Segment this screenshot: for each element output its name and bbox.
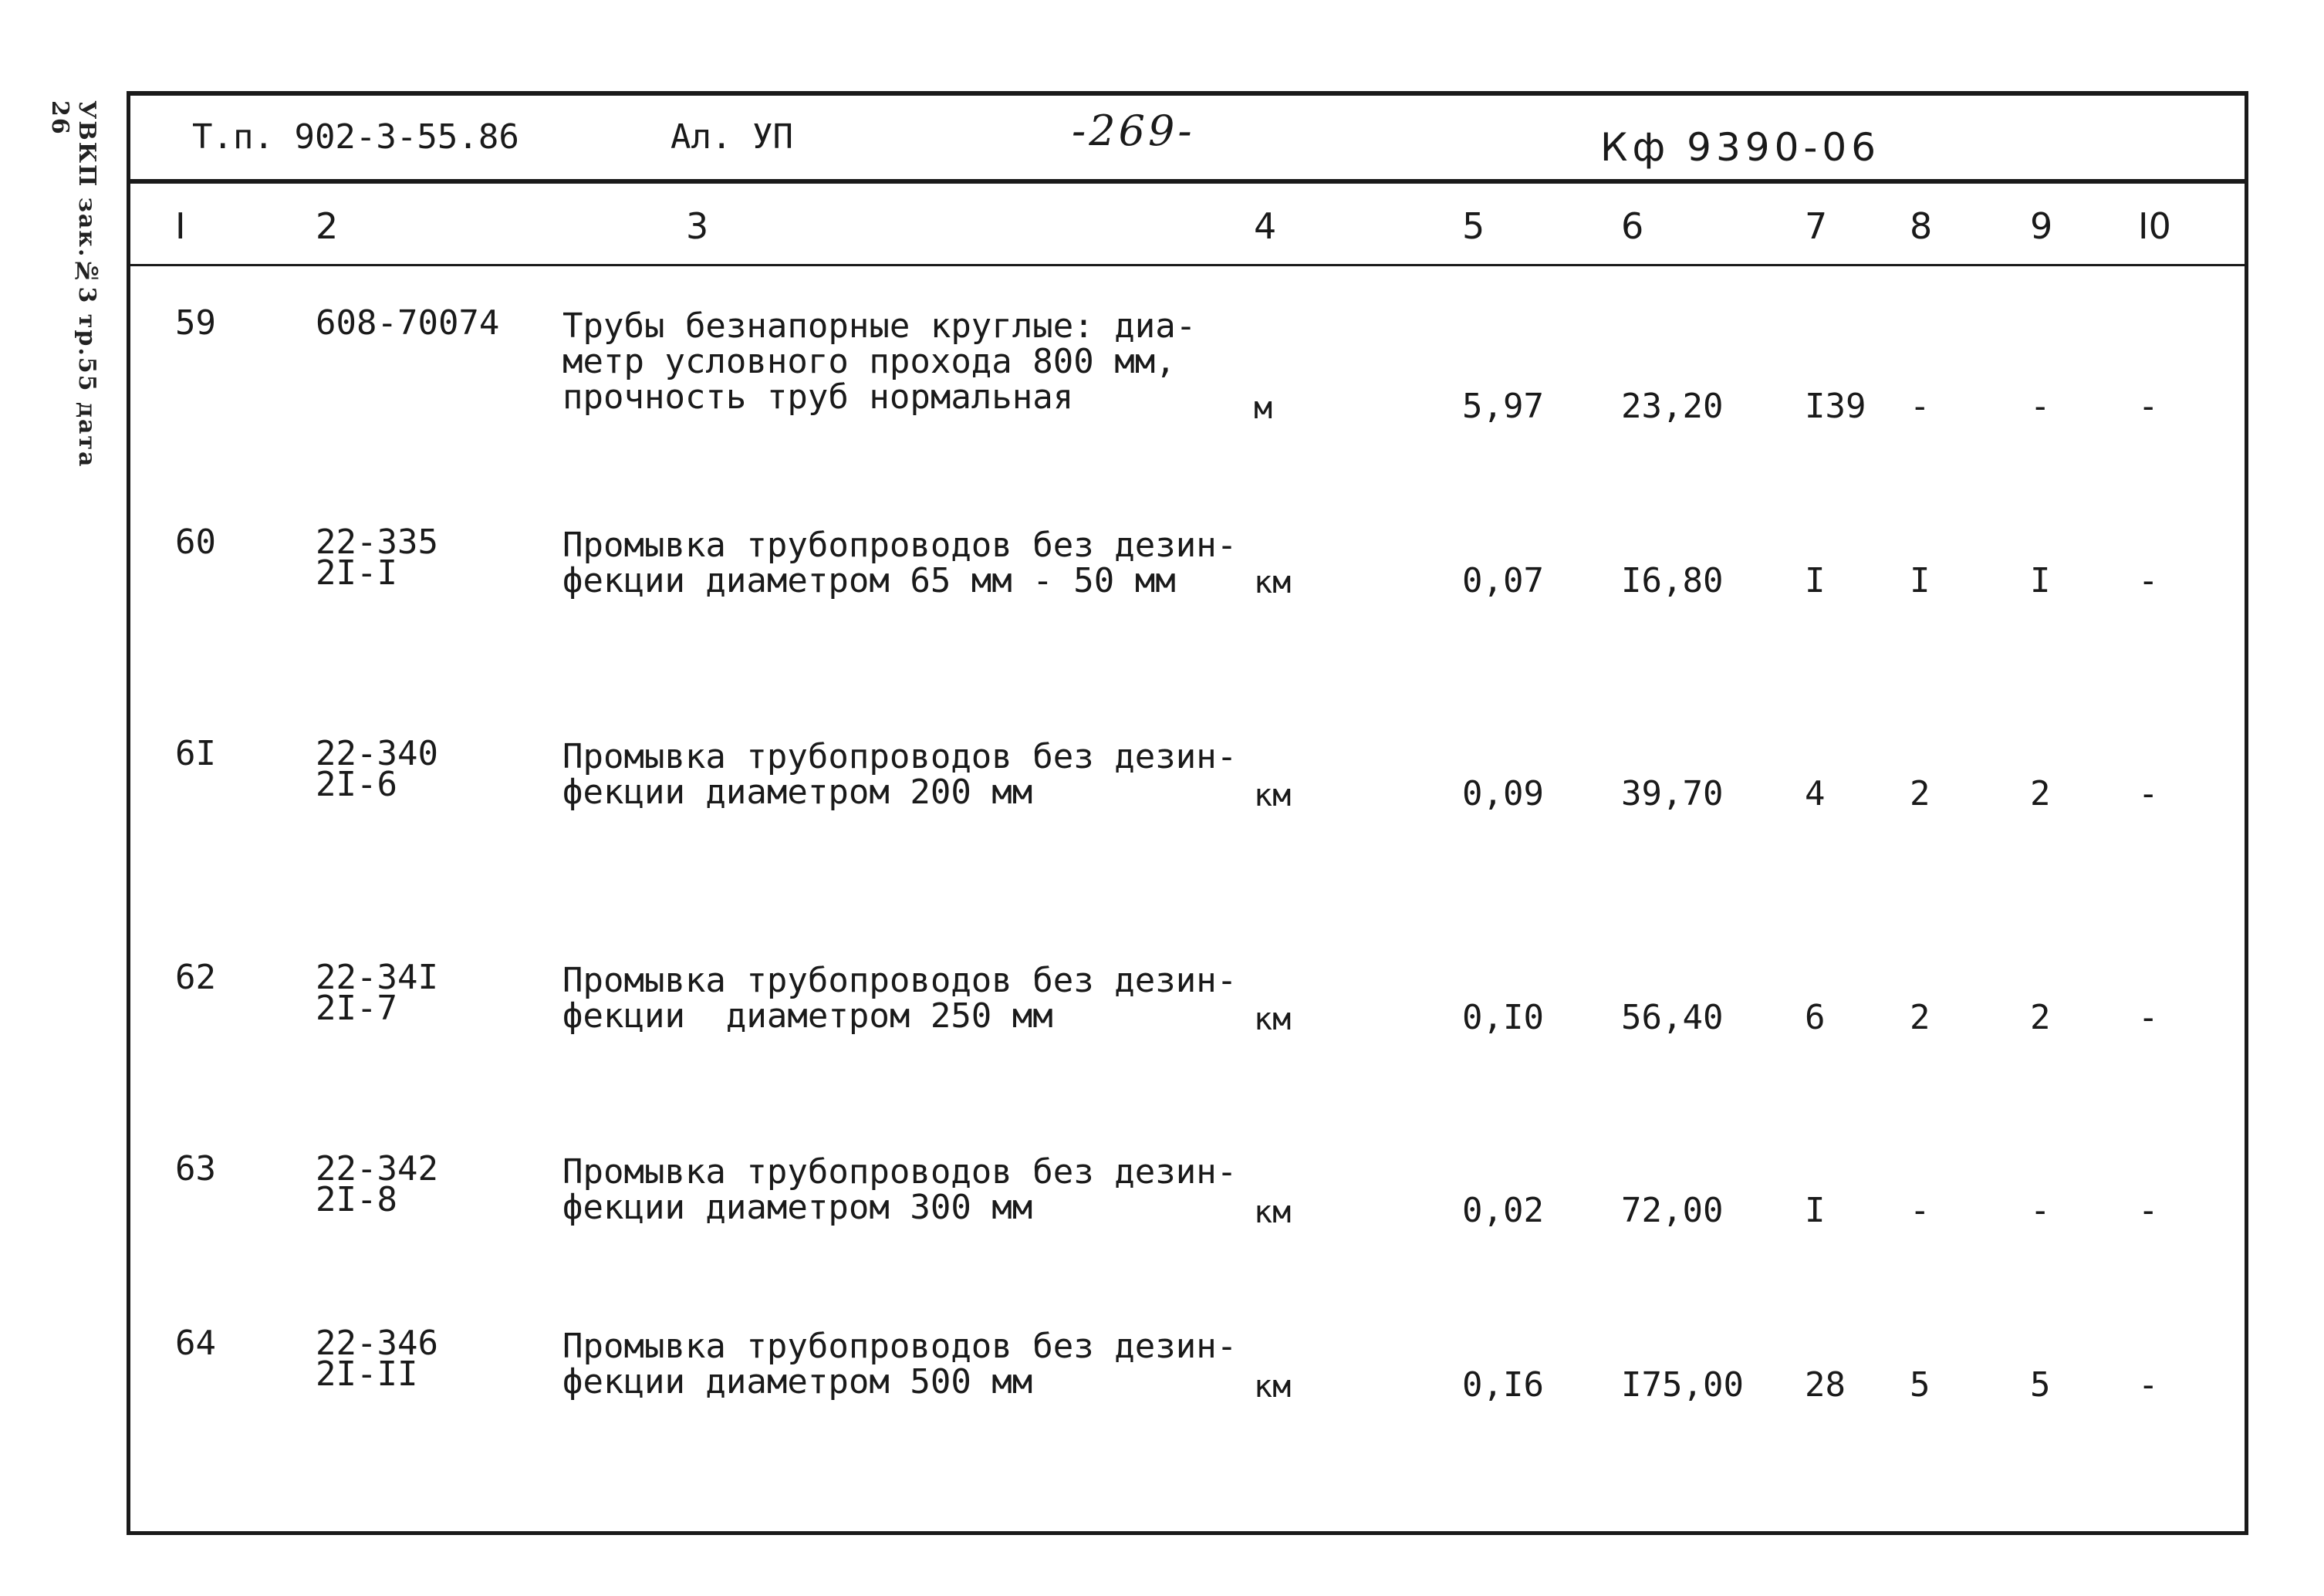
row-price: I75,00: [1621, 1365, 1744, 1405]
row-unit: км: [1254, 1195, 1292, 1230]
row-number: 6I: [175, 734, 216, 773]
row-code: 22-346: [316, 1324, 438, 1363]
row-col9: -: [2030, 387, 2051, 426]
table-row: [130, 522, 2245, 679]
row-quantity: 5,97: [1462, 387, 1544, 426]
table-row: [130, 1151, 2245, 1306]
row-col7: I: [1805, 561, 1826, 600]
row-col8: -: [1910, 1191, 1930, 1230]
row-col9: 2: [2030, 774, 2051, 813]
row-unit: км: [1254, 778, 1292, 813]
column-header-10: I0: [2138, 205, 2171, 247]
row-number: 63: [175, 1149, 216, 1189]
document-frame: [127, 91, 2248, 1535]
page-number: -269-: [1072, 107, 1195, 155]
table-row: [130, 960, 2245, 1114]
row-number: 62: [175, 958, 216, 997]
row-description: Промывка трубопроводов без дезин- фекции диаметром 300 мм: [562, 1152, 1238, 1227]
row-col8: I: [1910, 561, 1930, 600]
row-col10: -: [2138, 1365, 2159, 1405]
row-quantity: 0,I0: [1462, 998, 1544, 1037]
row-col7: I: [1805, 1191, 1826, 1230]
row-col10: -: [2138, 1191, 2159, 1230]
row-quantity: 0,07: [1462, 561, 1544, 600]
row-description: Промывка трубопроводов без дезин- фекции диаметром 65 мм - 50 мм: [562, 526, 1238, 600]
column-header-8: 8: [1910, 205, 1933, 247]
row-price: I6,80: [1621, 561, 1724, 600]
row-unit: км: [1254, 565, 1292, 600]
project-code: Т.п. 902-3-55.86: [192, 117, 519, 157]
table-row: [130, 1326, 2245, 1480]
row-code: 608-70074: [316, 303, 500, 343]
row-description: Промывка трубопроводов без дезин- фекции диаметром 200 мм: [562, 737, 1238, 812]
column-header-1: I: [175, 205, 186, 247]
row-price: 72,00: [1621, 1191, 1724, 1230]
row-col7: 28: [1805, 1365, 1846, 1405]
row-col9: -: [2030, 1191, 2051, 1230]
row-number: 60: [175, 522, 216, 562]
row-col9: 2: [2030, 998, 2051, 1037]
column-header-7: 7: [1805, 205, 1828, 247]
row-code-sub: 2I-I: [316, 553, 397, 593]
table-row: [130, 303, 2245, 460]
row-unit: м: [1254, 391, 1273, 426]
row-number: 64: [175, 1324, 216, 1363]
row-col8: 2: [1910, 998, 1930, 1037]
column-header-3: 3: [686, 205, 709, 247]
row-code: 22-335: [316, 522, 438, 562]
header-band: [130, 96, 2245, 184]
row-number: 59: [175, 303, 216, 343]
row-col8: 2: [1910, 774, 1930, 813]
row-quantity: 0,I6: [1462, 1365, 1544, 1405]
row-col8: 5: [1910, 1365, 1930, 1405]
row-col7: I39: [1805, 387, 1866, 426]
table-row: [130, 736, 2245, 891]
row-col10: -: [2138, 387, 2159, 426]
row-col10: -: [2138, 774, 2159, 813]
row-quantity: 0,09: [1462, 774, 1544, 813]
row-code: 22-342: [316, 1149, 438, 1189]
column-header-4: 4: [1254, 205, 1277, 247]
column-header-9: 9: [2030, 205, 2053, 247]
row-col10: -: [2138, 998, 2159, 1037]
row-price: 56,40: [1621, 998, 1724, 1037]
row-price: 23,20: [1621, 387, 1724, 426]
row-col7: 6: [1805, 998, 1826, 1037]
row-code-sub: 2I-6: [316, 765, 397, 804]
row-col8: -: [1910, 387, 1930, 426]
row-description: Промывка трубопроводов без дезин- фекции диаметром 500 мм: [562, 1327, 1238, 1402]
row-unit: км: [1254, 1002, 1292, 1037]
row-code-sub: 2I-8: [316, 1180, 397, 1219]
side-stamp: УВКП зак.№3 тр.55 дата 26: [46, 100, 100, 468]
row-code: 22-340: [316, 734, 438, 773]
row-price: 39,70: [1621, 774, 1724, 813]
column-header-2: 2: [316, 205, 339, 247]
column-header-5: 5: [1462, 205, 1485, 247]
row-col9: 5: [2030, 1365, 2051, 1405]
row-code-sub: 2I-7: [316, 989, 397, 1028]
row-col7: 4: [1805, 774, 1826, 813]
column-header-row: [130, 184, 2245, 266]
row-col10: -: [2138, 561, 2159, 600]
album-label: Ал. УП: [671, 117, 793, 157]
row-unit: км: [1254, 1369, 1292, 1405]
row-quantity: 0,02: [1462, 1191, 1544, 1230]
row-description: Трубы безнапорные круглые: диа- метр условного прохода 800 мм, прочность труб нормальная: [562, 306, 1197, 417]
row-code-sub: 2I-II: [316, 1354, 418, 1394]
row-description: Промывка трубопроводов без дезин- фекции диаметром 250 мм: [562, 961, 1238, 1036]
column-header-6: 6: [1621, 205, 1644, 247]
row-code: 22-34I: [316, 958, 438, 997]
row-col9: I: [2030, 561, 2051, 600]
kf-code: Кф 9390-06: [1600, 125, 1881, 170]
